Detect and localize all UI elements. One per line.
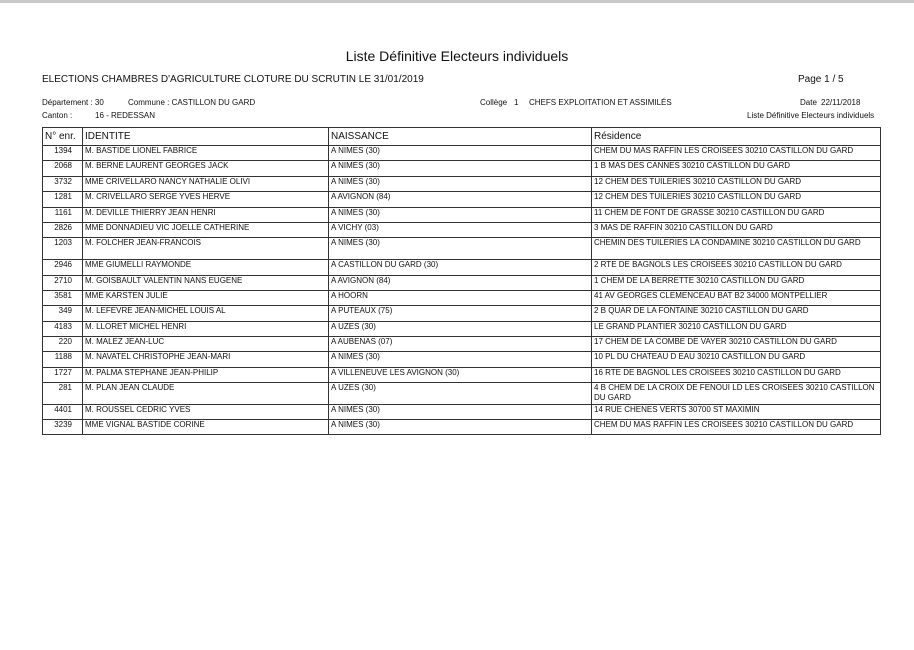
residence-cell: 2 RTE DE BAGNOLS LES CROISEES 30210 CASTILLON DU GARD: [592, 260, 881, 276]
record-number: 3239: [43, 420, 83, 435]
table-row: [43, 161, 881, 177]
identity-cell: M. PLAN JEAN CLAUDE: [83, 383, 329, 405]
identity-cell: M. LLORET MICHEL HENRI: [83, 322, 329, 337]
identity-cell: MME VIGNAL BASTIDE CORINE: [83, 420, 329, 435]
college-name: CHEFS EXPLOITATION ET ASSIMILÉS: [529, 98, 672, 107]
birthplace-cell: A VILLENEUVE LES AVIGNON (30): [329, 368, 592, 383]
table-row: [43, 352, 881, 368]
column-header-naissance: NAISSANCE: [329, 128, 592, 146]
residence-cell: 1 B MAS DES CANNES 30210 CASTILLON DU GARD: [592, 161, 881, 177]
identity-cell: M. LEFEVRE JEAN-MICHEL LOUIS AL: [83, 306, 329, 322]
birthplace-cell: A NIMES (30): [329, 352, 592, 368]
record-number: 1727: [43, 368, 83, 383]
residence-cell: 17 CHEM DE LA COMBE DE VAYER 30210 CASTILLON DU GARD: [592, 337, 881, 352]
residence-cell: 1 CHEM DE LA BERRETTE 30210 CASTILLON DU GARD: [592, 276, 881, 291]
table-row: [43, 405, 881, 420]
birthplace-cell: A HOORN: [329, 291, 592, 306]
record-number: 281: [43, 383, 83, 405]
residence-cell: 12 CHEM DES TUILERIES 30210 CASTILLON DU GARD: [592, 192, 881, 208]
election-subtitle: ELECTIONS CHAMBRES D'AGRICULTURE CLOTURE DU SCRUTIN LE 31/01/2019: [42, 74, 424, 85]
residence-cell: 16 RTE DE BAGNOL LES CROISEES 30210 CASTILLON DU GARD: [592, 368, 881, 383]
residence-cell: 41 AV GEORGES CLEMENCEAU BAT B2 34000 MONTPELLIER: [592, 291, 881, 306]
table-row: [43, 337, 881, 352]
identity-cell: M. NAVATEL CHRISTOPHE JEAN-MARI: [83, 352, 329, 368]
record-number: 1394: [43, 146, 83, 161]
record-number: 3581: [43, 291, 83, 306]
birthplace-cell: A AVIGNON (84): [329, 276, 592, 291]
record-number: 349: [43, 306, 83, 322]
record-number: 3732: [43, 177, 83, 192]
identity-cell: M. CRIVELLARO SERGE YVES HERVE: [83, 192, 329, 208]
record-number: 1203: [43, 238, 83, 260]
column-header-num: N° enr.: [43, 128, 83, 146]
record-number: 2946: [43, 260, 83, 276]
record-number: 4401: [43, 405, 83, 420]
record-number: 2826: [43, 223, 83, 238]
table-row: [43, 146, 881, 161]
identity-cell: M. ROUSSEL CEDRIC YVES: [83, 405, 329, 420]
identity-cell: M. DEVILLE THIERRY JEAN HENRI: [83, 208, 329, 223]
birthplace-cell: A UZES (30): [329, 383, 592, 405]
birthplace-cell: A CASTILLON DU GARD (30): [329, 260, 592, 276]
residence-cell: 10 PL DU CHATEAU D EAU 30210 CASTILLON DU GARD: [592, 352, 881, 368]
residence-cell: 14 RUE CHENES VERTS 30700 ST MAXIMIN: [592, 405, 881, 420]
residence-cell: CHEM DU MAS RAFFIN LES CROISEES 30210 CASTILLON DU GARD: [592, 146, 881, 161]
birthplace-cell: A NIMES (30): [329, 208, 592, 223]
record-number: 1161: [43, 208, 83, 223]
birthplace-cell: A AVIGNON (84): [329, 192, 592, 208]
birthplace-cell: A NIMES (30): [329, 161, 592, 177]
record-number: 4183: [43, 322, 83, 337]
birthplace-cell: A PUTEAUX (75): [329, 306, 592, 322]
table-row: [43, 276, 881, 291]
table-row: [43, 291, 881, 306]
list-type-label: Liste Définitive Electeurs individuels: [747, 111, 875, 120]
birthplace-cell: A UZES (30): [329, 322, 592, 337]
table-row: [43, 208, 881, 223]
identity-cell: MME DONNADIEU VIC JOELLE CATHERINE: [83, 223, 329, 238]
birthplace-cell: A AUBENAS (07): [329, 337, 592, 352]
table-row: [43, 306, 881, 322]
table-row: [43, 192, 881, 208]
record-number: 1188: [43, 352, 83, 368]
column-header-identite: IDENTITE: [83, 128, 329, 146]
date-label: Date: [800, 98, 817, 107]
canton-label: Canton :: [42, 111, 73, 120]
residence-cell: 2 B QUAR DE LA FONTAINE 30210 CASTILLON DU GARD: [592, 306, 881, 322]
column-header-residence: Résidence: [592, 128, 881, 146]
page-number: Page 1 / 5: [798, 74, 844, 85]
identity-cell: M. PALMA STEPHANE JEAN-PHILIP: [83, 368, 329, 383]
record-number: 2710: [43, 276, 83, 291]
identity-cell: M. FOLCHER JEAN-FRANCOIS: [83, 238, 329, 260]
table-row: [43, 383, 881, 405]
identity-cell: M. GOISBAULT VALENTIN NANS EUGENE: [83, 276, 329, 291]
record-number: 1281: [43, 192, 83, 208]
table-row: [43, 260, 881, 276]
birthplace-cell: A NIMES (30): [329, 146, 592, 161]
top-border: [0, 0, 914, 3]
residence-cell: CHEMIN DES TUILERIES LA CONDAMINE 30210 CASTILLON DU GARD: [592, 238, 881, 260]
residence-cell: LE GRAND PLANTIER 30210 CASTILLON DU GARD: [592, 322, 881, 337]
commune-label: Commune : CASTILLON DU GARD: [128, 98, 256, 107]
table-header-row: [43, 128, 881, 146]
record-number: 220: [43, 337, 83, 352]
date-value: 22/11/2018: [821, 98, 861, 107]
birthplace-cell: A NIMES (30): [329, 420, 592, 435]
birthplace-cell: A NIMES (30): [329, 405, 592, 420]
table-row: [43, 238, 881, 260]
residence-cell: 12 CHEM DES TUILERIES 30210 CASTILLON DU GARD: [592, 177, 881, 192]
departement-label: Département : 30: [42, 98, 104, 107]
college-number: 1: [514, 98, 519, 107]
table-row: [43, 420, 881, 435]
document-title: Liste Définitive Electeurs individuels: [345, 48, 569, 64]
identity-cell: M. MALEZ JEAN-LUC: [83, 337, 329, 352]
table-row: [43, 177, 881, 192]
birthplace-cell: A VICHY (03): [329, 223, 592, 238]
table-row: [43, 322, 881, 337]
record-number: 2068: [43, 161, 83, 177]
table-row: [43, 223, 881, 238]
identity-cell: M. BASTIDE LIONEL FABRICE: [83, 146, 329, 161]
residence-cell: CHEM DU MAS RAFFIN LES CROISEES 30210 CASTILLON DU GARD: [592, 420, 881, 435]
table-row: [43, 368, 881, 383]
electors-table: [42, 127, 881, 435]
birthplace-cell: A NIMES (30): [329, 177, 592, 192]
identity-cell: MME KARSTEN JULIE: [83, 291, 329, 306]
identity-cell: MME CRIVELLARO NANCY NATHALIE OLIVI: [83, 177, 329, 192]
residence-cell: 11 CHEM DE FONT DE GRASSE 30210 CASTILLON DU GARD: [592, 208, 881, 223]
birthplace-cell: A NIMES (30): [329, 238, 592, 260]
residence-cell: 4 B CHEM DE LA CROIX DE FENOUI LD LES CROISEES 30210 CASTILLON DU GARD: [592, 383, 881, 405]
identity-cell: M. BERNE LAURENT GEORGES JACK: [83, 161, 329, 177]
residence-cell: 3 MAS DE RAFFIN 30210 CASTILLON DU GARD: [592, 223, 881, 238]
college-label: Collège: [480, 98, 508, 107]
canton-value: 16 - REDESSAN: [95, 111, 156, 120]
identity-cell: MME GIUMELLI RAYMONDE: [83, 260, 329, 276]
